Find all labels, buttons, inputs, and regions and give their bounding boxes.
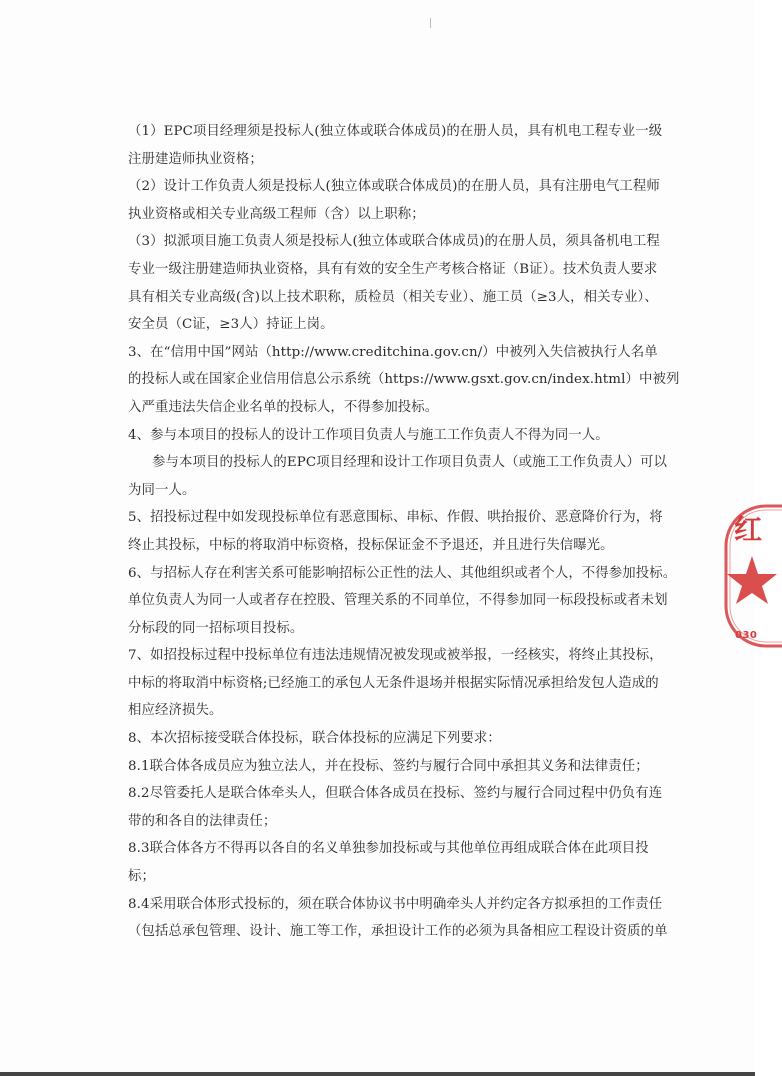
text-line: 为同一人。 [128,482,196,498]
text-line: （1）EPC项目经理须是投标人(独立体或联合体成员)的在册人员，具有机电工程专业一级 [128,124,663,139]
text-line: 单位负责人为同一人或者存在控股、管理关系的不同单位，不得参加同一标段投标或者未划 [128,593,668,609]
text-line: 的投标人或在国家企业信用信息公示系统（https://www.gsxt.gov.cn/index.html）中被列 [128,372,680,388]
text-line: 注册建造师执业资格； [128,151,263,167]
text-line: 专业一级注册建造师执业资格，具有有效的安全生产考核合格证（B证）。技术负责人要求 [128,261,658,277]
document-body [128,118,680,946]
scan-mark [430,18,431,28]
text-line: 3、在“信用中国”网站（http://www.creditchina.gov.cn/）中被列入失信被执行人名单 [128,344,658,360]
text-line: 8、本次招标接受联合体投标，联合体投标的应满足下列要求： [128,731,501,747]
text-line: 8.3联合体各方不得再以各自的名义单独参加投标或与其他单位再组成联合体在此项目投 [128,841,649,857]
text-line: 5、招投标过程中如发现投标单位有恶意围标、串标、作假、哄抬报价、恶意降价行为，将 [128,510,663,526]
text-line: 分标段的同一招标项目投标。 [128,620,304,636]
text-line: 中标的将取消中标资格;已经施工的承包人无条件退场并根据实际情况承担给发包人造成的 [128,675,659,691]
seal-text: 红 [734,513,763,546]
text-line: 带的和各自的法律责任； [128,813,277,829]
text-line: 安全员（C证，≥3人）持证上岗。 [128,317,334,333]
text-line: 入严重违法失信企业名单的投标人，不得参加投标。 [128,399,439,415]
text-line: 执业资格或相关专业高级工程师（含）以上职称； [128,206,425,222]
text-line: （2）设计工作负责人须是投标人(独立体或联合体成员)的在册人员，具有注册电气工程师 [128,179,660,195]
text-line: 6、与招标人存在利害关系可能影响招标公正性的法人、其他组织或者个人，不得参加投标。 [128,565,677,581]
text-line: 8.1联合体各成员应为独立法人，并在投标、签约与履行合同中承担其义务和法律责任； [128,758,649,774]
text-line: （3）拟派项目施工负责人须是投标人(独立体或联合体成员)的在册人员，须具备机电工程 [128,234,660,250]
text-line: 相应经济损失。 [128,703,223,719]
bottom-scan-edge [0,1072,755,1076]
text-line: 8.4采用联合体形式投标的，须在联合体协议书中明确牵头人并约定各方拟承担的工作责任 [128,896,663,912]
text-line: 具有相关专业高级(含)以上技术职称，质检员（相关专业）、施工员（≥3人，相关专业）、 [128,289,658,305]
seal-code: 030 [735,630,758,641]
text-line: 终止其投标，中标的将取消中标资格，投标保证金不予退还，并且进行失信曝光。 [128,537,614,553]
red-seal-stamp [722,500,782,660]
text-line: 8.2尽管委托人是联合体牵头人，但联合体各成员在投标、签约与履行合同过程中仍负有连 [128,786,663,802]
text-line: 7、如招投标过程中投标单位有违法违规情况被发现或被举报，一经核实，将终止其投标， [128,648,663,664]
text-line: 参与本项目的投标人的EPC项目经理和设计工作项目负责人（或施工工作负责人）可以 [152,455,667,471]
text-line: 标； [128,869,155,885]
text-line: （包括总承包管理、设计、施工等工作，承担设计工作的必须为具备相应工程设计资质的单 [128,924,668,940]
text-line: 4、参与本项目的投标人的设计工作项目负责人与施工工作负责人不得为同一人。 [128,427,609,443]
